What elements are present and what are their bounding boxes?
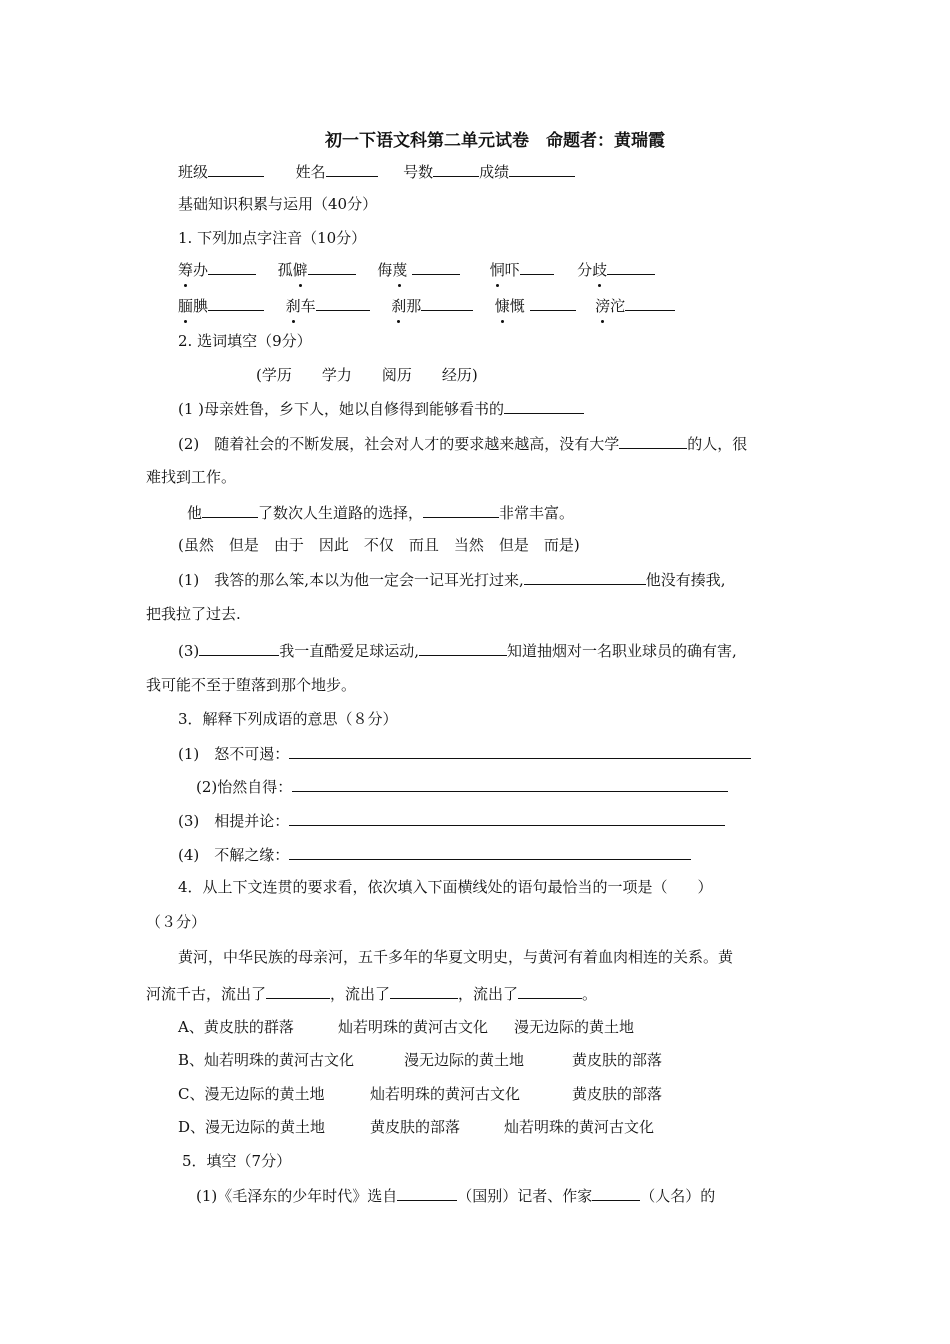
q3-item (196, 775, 728, 798)
question-text: 他 (187, 504, 203, 522)
answer-blank[interactable] (592, 1184, 640, 1201)
q2-item2 (178, 432, 747, 455)
question-text: (4) 不解之缘： (178, 846, 290, 864)
answer-blank[interactable] (266, 982, 330, 999)
question-text: (2)怡然自得： (196, 778, 293, 796)
q3-item (178, 742, 751, 765)
answer-line[interactable] (289, 843, 691, 860)
answer-line[interactable] (289, 742, 751, 759)
q4-option-b[interactable]: B、灿若明珠的黄河古文化 漫无边际的黄土地 黄皮肤的部落 (178, 1051, 663, 1069)
answer-blank[interactable] (199, 639, 279, 656)
q2-item1 (178, 397, 584, 420)
q5-item1 (196, 1184, 715, 1207)
q1-row1 (178, 258, 655, 281)
name-blank[interactable] (326, 160, 378, 177)
answer-line[interactable] (292, 775, 728, 792)
word-item: 侮蔑 (377, 261, 408, 279)
name-label: 姓名 (295, 163, 326, 181)
q4-option-c[interactable]: C、漫无边际的黄土地 灿若明珠的黄河古文化 黄皮肤的部落 (178, 1085, 663, 1103)
answer-blank[interactable] (423, 501, 499, 518)
answer-blank[interactable] (619, 432, 687, 449)
question-text: (1)《毛泽东的少年时代》选自 (196, 1187, 398, 1205)
q4-heading: 4．从上下文连贯的要求看，依次填入下面横线处的语句最恰当的一项是（ ） (178, 878, 713, 896)
pinyin-blank[interactable] (625, 294, 675, 311)
pinyin-blank[interactable] (308, 258, 356, 275)
pinyin-blank[interactable] (520, 258, 554, 275)
pinyin-blank[interactable] (607, 258, 655, 275)
answer-blank[interactable] (419, 639, 507, 656)
answer-blank[interactable] (397, 1184, 457, 1201)
question-text: 他没有揍我, (645, 571, 726, 589)
section-heading: 基础知识积累与运用（40分） (178, 195, 378, 213)
q3-heading: 3．解释下列成语的意思（８分） (178, 710, 398, 728)
question-text: (1) 怒不可遏： (178, 745, 290, 763)
pinyin-blank[interactable] (208, 294, 264, 311)
q3-item (178, 843, 691, 866)
pinyin-blank[interactable] (316, 294, 370, 311)
score-blank[interactable] (509, 160, 575, 177)
q4-option-a[interactable]: A、黄皮肤的群落 灿若明珠的黄河古文化 漫无边际的黄土地 (178, 1018, 635, 1036)
q4-passage-line2 (146, 982, 597, 1005)
q5-heading: 5．填空（7分） (182, 1152, 292, 1170)
answer-blank[interactable] (518, 982, 582, 999)
pinyin-blank[interactable] (421, 294, 473, 311)
q2-heading: 2. 选词填空（9分） (178, 332, 312, 350)
q2-item5-cont: 我可能不至于堕落到那个地步。 (146, 676, 357, 694)
word-item: 刹车 (285, 297, 316, 315)
answer-blank[interactable] (504, 397, 584, 414)
student-info-row (178, 160, 575, 183)
question-text: (1 )母亲姓鲁，乡下人，她以自修得到能够看书的 (178, 400, 505, 418)
question-text: ，流出了 (330, 985, 391, 1003)
word-item: 慷慨 (494, 297, 525, 315)
question-text: 知道抽烟对一名职业球员的确有害, (507, 642, 737, 660)
q2-item4-cont: 把我拉了过去. (146, 605, 241, 623)
question-text: ，流出了 (458, 985, 519, 1003)
number-label: 号数 (403, 163, 434, 181)
word-item: 腼腆 (178, 297, 209, 315)
pinyin-blank[interactable] (412, 258, 460, 275)
word-item: 刹那 (391, 297, 422, 315)
word-item: 分歧 (577, 261, 608, 279)
question-text: 的人，很 (687, 435, 748, 453)
question-text: (1) 我答的那么笨,本以为他一定会一记耳光打过来, (178, 571, 524, 589)
class-label: 班级 (178, 163, 209, 181)
q1-row2 (178, 294, 675, 317)
answer-blank[interactable] (202, 501, 258, 518)
q4-points: （３分） (146, 913, 207, 931)
question-text: 非常丰富。 (499, 504, 575, 522)
question-text: （人名）的 (640, 1187, 716, 1205)
pinyin-blank[interactable] (208, 258, 256, 275)
question-text: 河流千古，流出了 (146, 985, 267, 1003)
answer-blank[interactable] (524, 568, 646, 585)
exam-title: 初一下语文科第二单元试卷 命题者：黄瑞霞 (325, 131, 665, 151)
question-text: （国别）记者、作家 (457, 1187, 593, 1205)
q3-item (178, 809, 725, 832)
answer-line[interactable] (289, 809, 725, 826)
number-blank[interactable] (433, 160, 479, 177)
q2-options: (学历 学力 阅历 经历) (256, 366, 478, 384)
q4-option-d[interactable]: D、漫无边际的黄土地 黄皮肤的部落 灿若明珠的黄河古文化 (178, 1118, 655, 1136)
q4-passage-line1: 黄河，中华民族的母亲河，五千多年的华夏文明史，与黄河有着血肉相连的关系。黄 (178, 948, 734, 966)
word-item: 恫吓 (489, 261, 520, 279)
score-label: 成绩 (479, 163, 510, 181)
question-text: (2) 随着社会的不断发展，社会对人才的要求越来越高，没有大学 (178, 435, 620, 453)
question-text: 。 (582, 985, 598, 1003)
question-text: 我一直酷爱足球运动, (279, 642, 420, 660)
q2-item3 (187, 501, 574, 524)
q2-item2-cont: 难找到工作。 (146, 468, 237, 486)
q2-options2: (虽然 但是 由于 因此 不仅 而且 当然 但是 而是) (178, 536, 580, 554)
word-item: 孤僻 (277, 261, 308, 279)
q1-heading: 1. 下列加点字注音（10分） (178, 229, 367, 247)
q2-item5 (178, 639, 737, 662)
pinyin-blank[interactable] (530, 294, 576, 311)
q2-item4 (178, 568, 726, 591)
word-item: 滂沱 (595, 297, 626, 315)
question-text: (3) (178, 642, 200, 660)
word-item: 筹办 (178, 261, 209, 279)
class-blank[interactable] (208, 160, 264, 177)
answer-blank[interactable] (390, 982, 458, 999)
question-text: (3) 相提并论： (178, 812, 290, 830)
question-text: 了数次人生道路的选择， (258, 504, 424, 522)
